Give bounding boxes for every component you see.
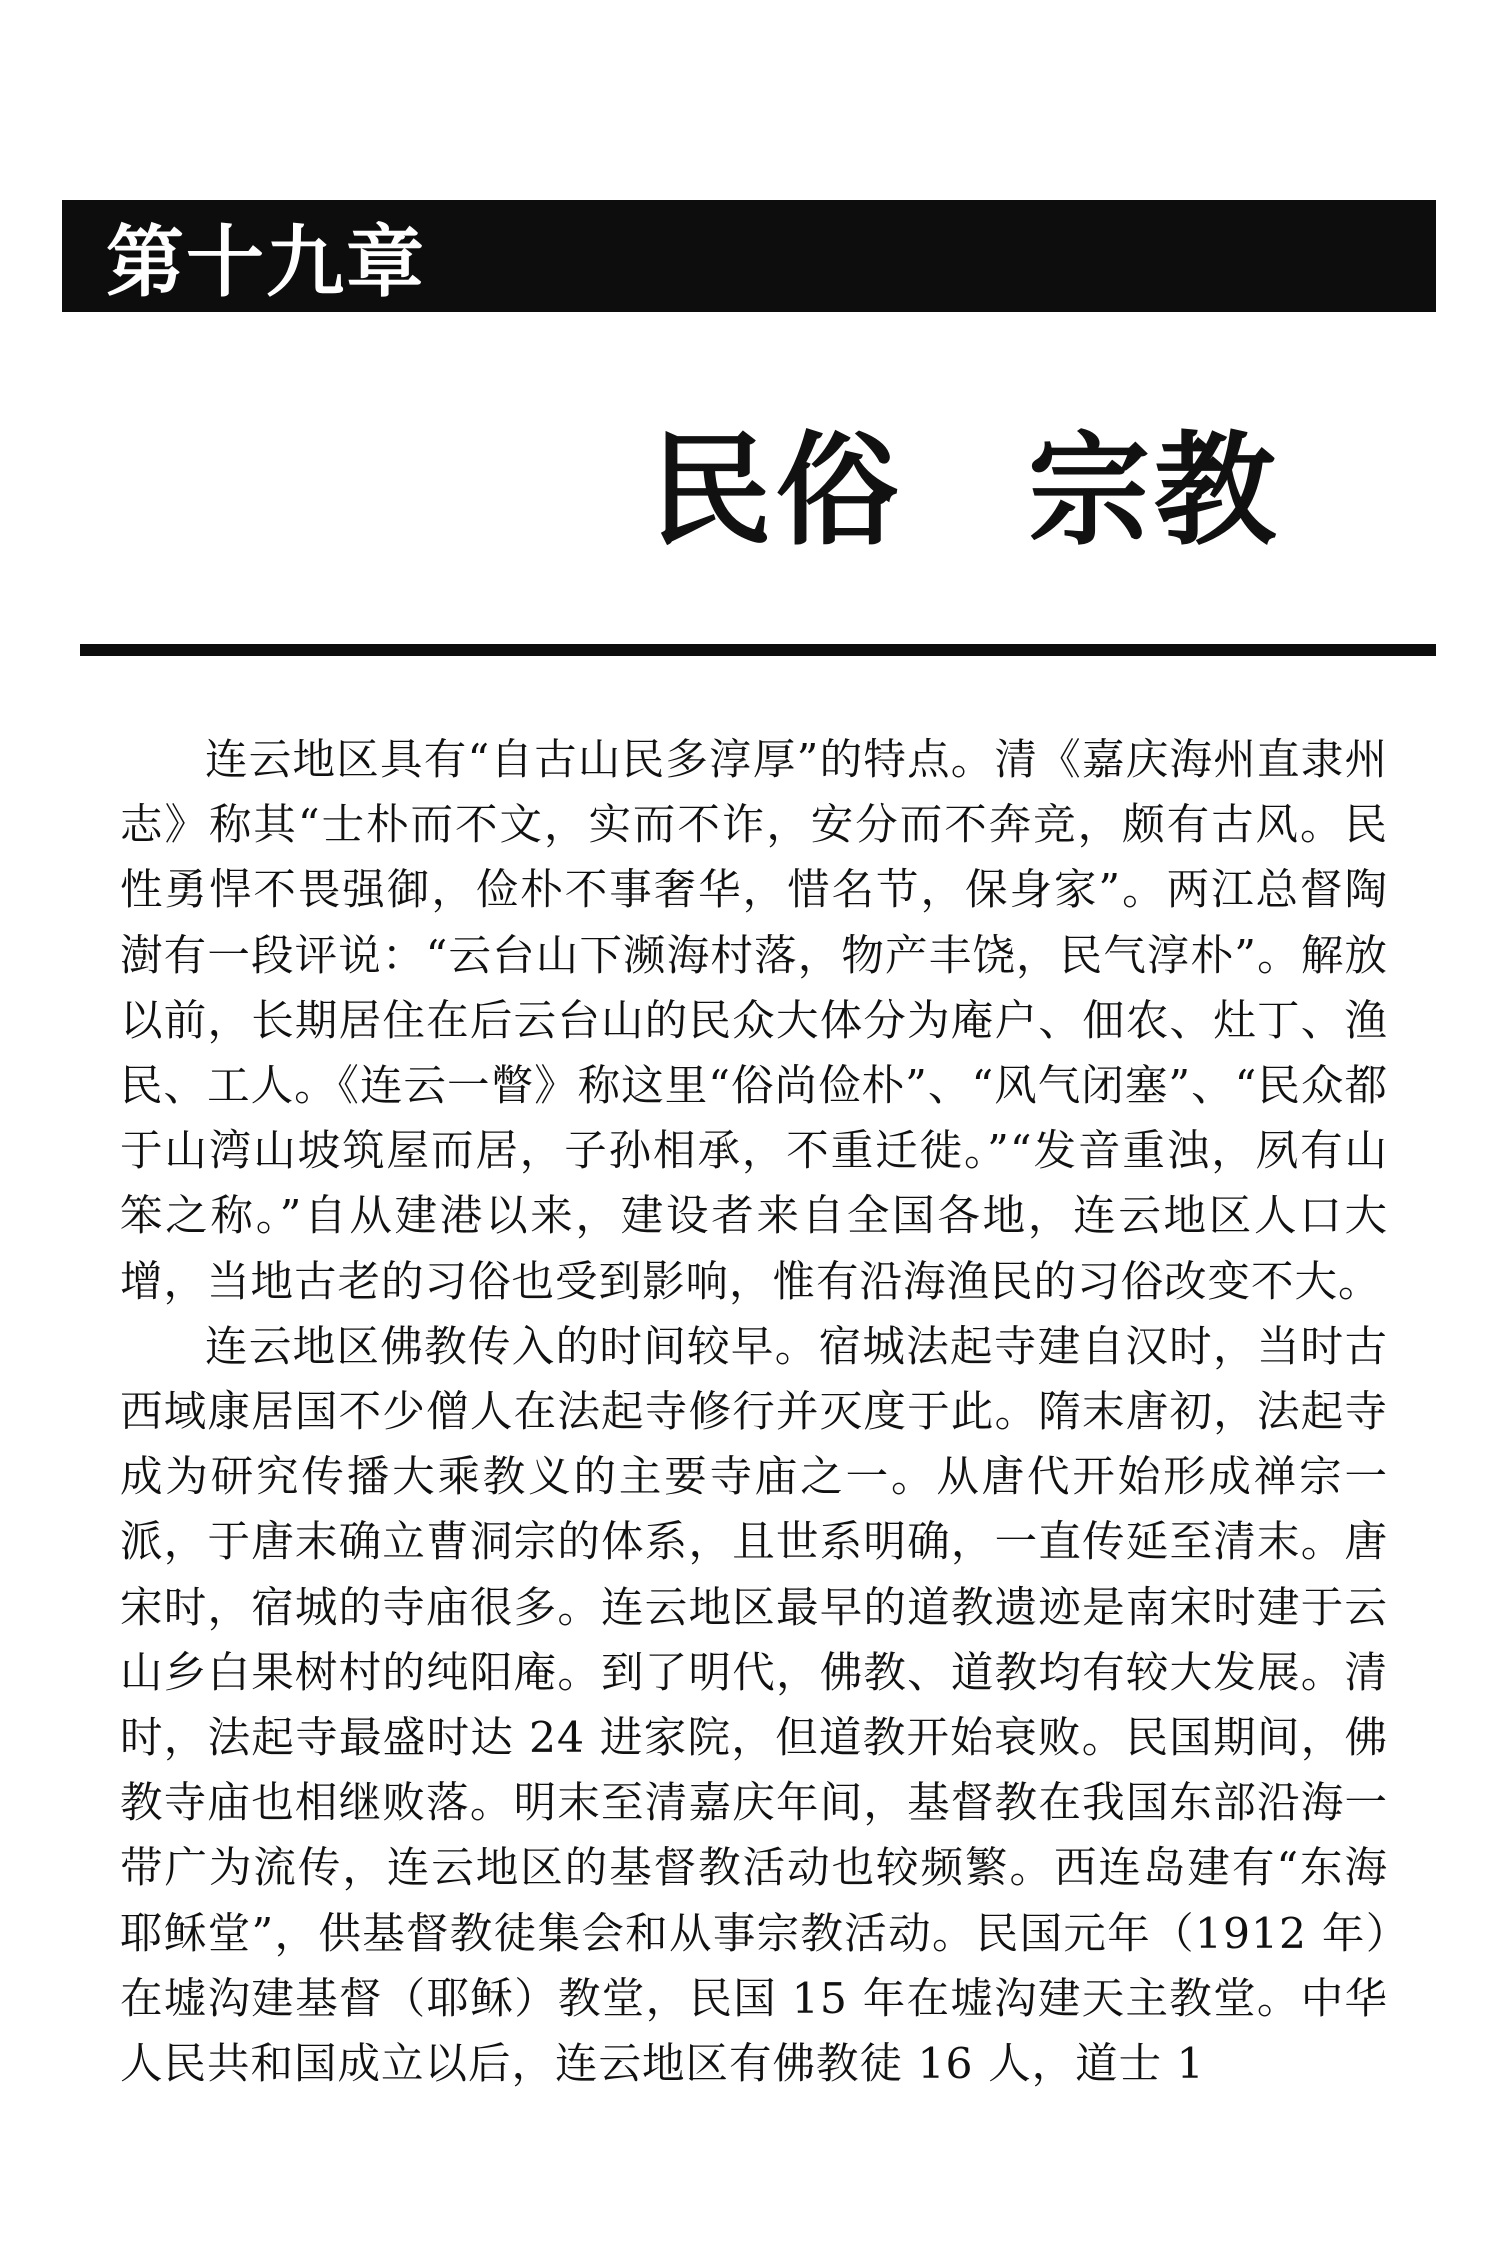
- chapter-number: 第十九章: [106, 218, 427, 308]
- chapter-header-bar: [62, 200, 1436, 312]
- body-text: [120, 728, 1388, 2097]
- paragraph-religion: 连云地区佛教传入的时间较早。宿城法起寺建自汉时，当时古西域康居国不少僧人在法起寺修行并灭度于此。隋末唐初，法起寺成为研究传播大乘教义的主要寺庙之一。从唐代开始形成禅宗一派，于唐末确立曹洞宗的体系，且世系明确，一直传延至清末。唐宋时，宿城的寺庙很多。连云地区最早的道教遗迹是南宋时建于云山乡白果树村的纯阳庵。到了明代，佛教、道教均有较大发展。清时，法起寺最盛时达 24 进家院，但道教开始衰败。民国期间，佛教寺庙也相继败落。明末至清嘉庆年间，基督教在我国东部沿海一带广为流传，连云地区的基督教活动也较频繁。西连岛建有“东海耶稣堂”，供基督教徒集会和从事宗教活动。民国元年（1912 年）在墟沟建基督（耶稣）教堂，民国 15 年在墟沟建天主教堂。中华人民共和国成立以后，连云地区有佛教徒 16 人，道士 1: [120, 1322, 1388, 2090]
- title-divider: [80, 644, 1436, 656]
- paragraph-customs: 连云地区具有“自古山民多淳厚”的特点。清《嘉庆海州直隶州志》称其“士朴而不文，实而不诈，安分而不奔竞，颇有古风。民性勇悍不畏强御，俭朴不事奢华，惜名节，保身家”。两江总督陶澍有一段评说：“云台山下濒海村落，物产丰饶，民气淳朴”。解放以前，长期居住在后云台山的民众大体分为庵户、佃农、灶丁、渔民、工人。《连云一瞥》称这里“俗尚俭朴”、“风气闭塞”、“民众都于山湾山坡筑屋而居，子孙相承，不重迁徙。”“发音重浊，夙有山笨之称。”自从建港以来，建设者来自全国各地，连云地区人口大增，当地古老的习俗也受到影响，惟有沿海渔民的习俗改变不大。: [120, 736, 1388, 1307]
- chapter-title: 民俗 宗教: [650, 420, 1280, 562]
